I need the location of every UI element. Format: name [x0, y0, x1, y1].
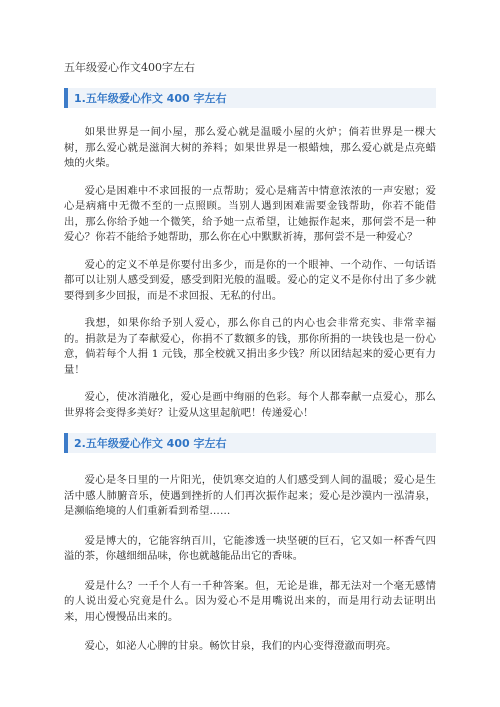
paragraph: 爱心是冬日里的一片阳光，使饥寒交迫的人们感受到人间的温暖；爱心是生活中感人肺腑音乐，使遇到挫折的人们再次振作起来；爱心是沙漠内一泓清泉，是濒临绝境的人们重新看到希望……: [64, 474, 436, 517]
section-heading-bar: [64, 88, 436, 108]
essay-section-1: [64, 88, 436, 421]
section-heading: 2.五年级爱心作文 400 字左右: [74, 437, 227, 450]
paragraph: 爱心，如泌人心脾的甘泉。畅饮甘泉，我们的内心变得澄澈而明亮。: [84, 640, 397, 652]
paragraph: 爱是博大的，它能容纳百川，它能渗透一块坚硬的巨石，它又如一杯香气四溢的茶，你越细细品味，你也就越能品出它的香味。: [64, 534, 436, 562]
section-body: [64, 108, 436, 421]
paragraph: 爱心，使冰消融化，爱心是画中绚丽的色彩。每个人都奉献一点爱心，那么世界将会变得多美好？让爱从这里起航吧！传递爱心！: [64, 391, 436, 419]
paragraph: 我想，如果你给予别人爱心，那么你自己的内心也会非常充实、非常幸福的。捐款是为了奉献爱心，你捐不了数额多的钱，那你所捐的一块钱也是一份心意，倘若每个人捐 1 元钱，那全校就又捐出多少钱？所以团结起来的爱心更有力量！: [64, 317, 436, 376]
document-title: 五年级爱心作文400字左右: [64, 61, 195, 74]
section-heading-bar: [64, 433, 436, 453]
essay-section-2: [64, 433, 436, 655]
section-heading: 1.五年级爱心作文 400 字左右: [74, 92, 227, 105]
paragraph: 爱心是困难中不求回报的一点帮助；爱心是痛苦中情意浓浓的一声安慰；爱心是病痛中无微不至的一点照顾。当别人遇到困难需要金钱帮助，你若不能借出，那么你给予她一个微笑，给予她一点希望，让她振作起来，那何尝不是一种爱心？你若不能给予她帮助，那么你在心中默默祈祷，那何尝不是一种爱心？: [64, 184, 436, 243]
paragraph: 爱心的定义不单是你要付出多少，而是你的一个眼神、一个动作、一句话语都可以让别人感受到爱，感受到阳光般的温暖。爱心的定义不是你付出了多少就要得到多少回报，而是不求回报、无私的付出。: [64, 258, 436, 302]
paragraph: 如果世界是一间小屋，那么爱心就是温暖小屋的火炉；倘若世界是一棵大树，那么爱心就是滋润大树的养料；如果世界是一根蜡烛，那么爱心就是点亮蜡烛的火柴。: [64, 126, 436, 169]
paragraph: 爱是什么？一千个人有一千种答案。但，无论是谁，都无法对一个毫无感情的人说出爱心究竟是什么。因为爱心不是用嘴说出来的，而是用行动去证明出来，用心慢慢品出来的。: [64, 579, 436, 623]
section-body: [64, 453, 436, 655]
